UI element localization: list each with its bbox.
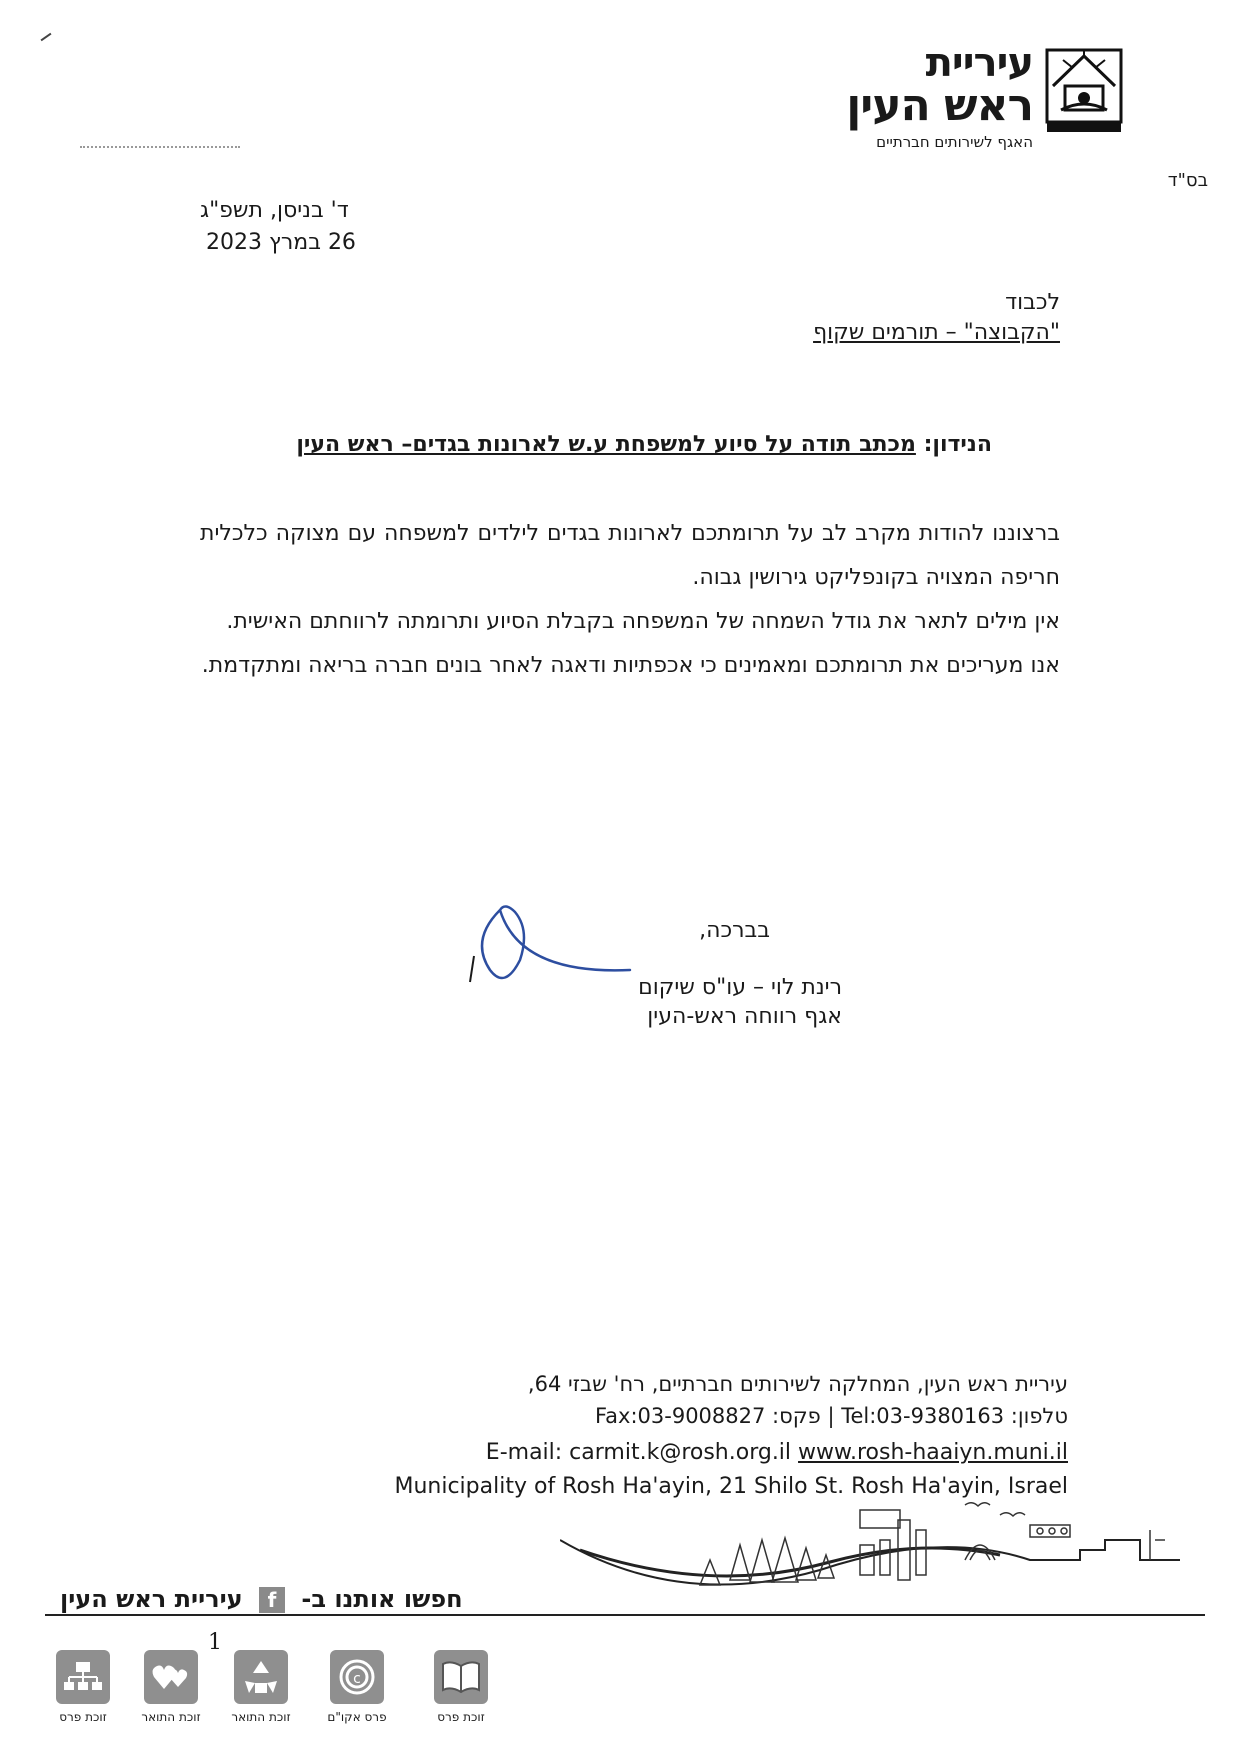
footer-municipality-en: Municipality of Rosh Ha'ayin, 21 Shilo St. Rosh Ha'ayin, Israel [394,1474,1068,1499]
body-paragraph: אין מילים לתאר את גודל השמחה של המשפחה בקבלת הסיוע ותרומתה לרווחתם האישית. [226,609,1060,634]
signer-department: אגף רווחה ראש-העין [647,1004,842,1029]
footer-phone-fax: טלפון: Tel:03-9380163 | פקס: Fax:03-9008827 [595,1404,1068,1428]
facebook-icon[interactable]: f [259,1587,285,1613]
footer-email-web [486,1440,1068,1465]
award-badge [132,1650,210,1724]
svg-text:c: c [353,1671,361,1687]
subject-text: מכתב תודה על סיוע למשפחת ע.ש לארונות בגדים– ראש העין [296,432,916,457]
badge-caption: פרס אקו"ם [327,1710,387,1724]
find-us-prefix: חפשו אותנו ב- [301,1585,463,1613]
book-icon [434,1650,488,1704]
award-badge [44,1650,122,1724]
footer-website-link[interactable]: www.rosh-haaiyn.muni.il [798,1440,1068,1465]
signer-name: רינת לוי – עו"ס שיקום [638,975,842,1000]
footer-rule [45,1614,1205,1616]
badge-caption: זוכת התואר [231,1710,291,1724]
footer-address: עיריית ראש העין, המחלקה לשירותים חברתיים, רח' שבזי 64, [527,1372,1068,1396]
hearts-icon [144,1650,198,1704]
page-number: 1 [208,1630,222,1655]
award-badge [422,1650,500,1724]
ear-icon [330,1650,384,1704]
handwritten-signature [460,900,640,1000]
subject-line [296,432,992,457]
footer-email: E-mail: carmit.k@rosh.org.il [485,1440,792,1465]
city-emblem-icon [1043,46,1125,134]
skyline-illustration [560,1500,1210,1610]
body-paragraph: ברצוננו להודות מקרב לב על תרומתכם לארונות בגדים לילדים למשפחה עם מצוקה כלכלית חריפה המצויה בקונפליקט גירושין גבוה. [200,521,1060,590]
date-gregorian: 26 במרץ 2023 [206,230,356,255]
recycle-icon [234,1650,288,1704]
badge-caption: זוכת התואר [141,1710,201,1724]
logo-line1: עיריית [925,40,1033,86]
network-icon [56,1650,110,1704]
logo-line2: ראש העין [846,80,1033,131]
award-badge [222,1650,300,1724]
subject-prefix: הנידון: [923,432,992,457]
faint-header-line [80,146,240,150]
date-hebrew: ד' בניסן, תשפ"ג [200,198,349,223]
closing-greeting: בברכה, [699,918,770,943]
award-badge [318,1650,396,1724]
recipient-name: "הקבוצה" – תורמים שקוף [813,320,1060,345]
letter-body [200,512,1060,688]
recipient-label: לכבוד [1005,290,1060,315]
logo-department: האגף לשירותים חברתיים [876,133,1033,151]
find-us-page-name: עיריית ראש העין [60,1585,243,1613]
scan-mark [41,33,52,42]
bsd-mark: בס"ד [1167,170,1208,191]
badge-caption: זוכת פרס [59,1710,107,1724]
badge-caption: זוכת פרס [437,1710,485,1724]
body-paragraph: אנו מעריכים את תרומתכם ומאמינים כי אכפתיות ודאגה לאחר בונים חברה בריאה ומתקדמת. [201,653,1060,678]
find-us-facebook[interactable] [60,1585,463,1613]
municipality-logo [825,38,1125,151]
